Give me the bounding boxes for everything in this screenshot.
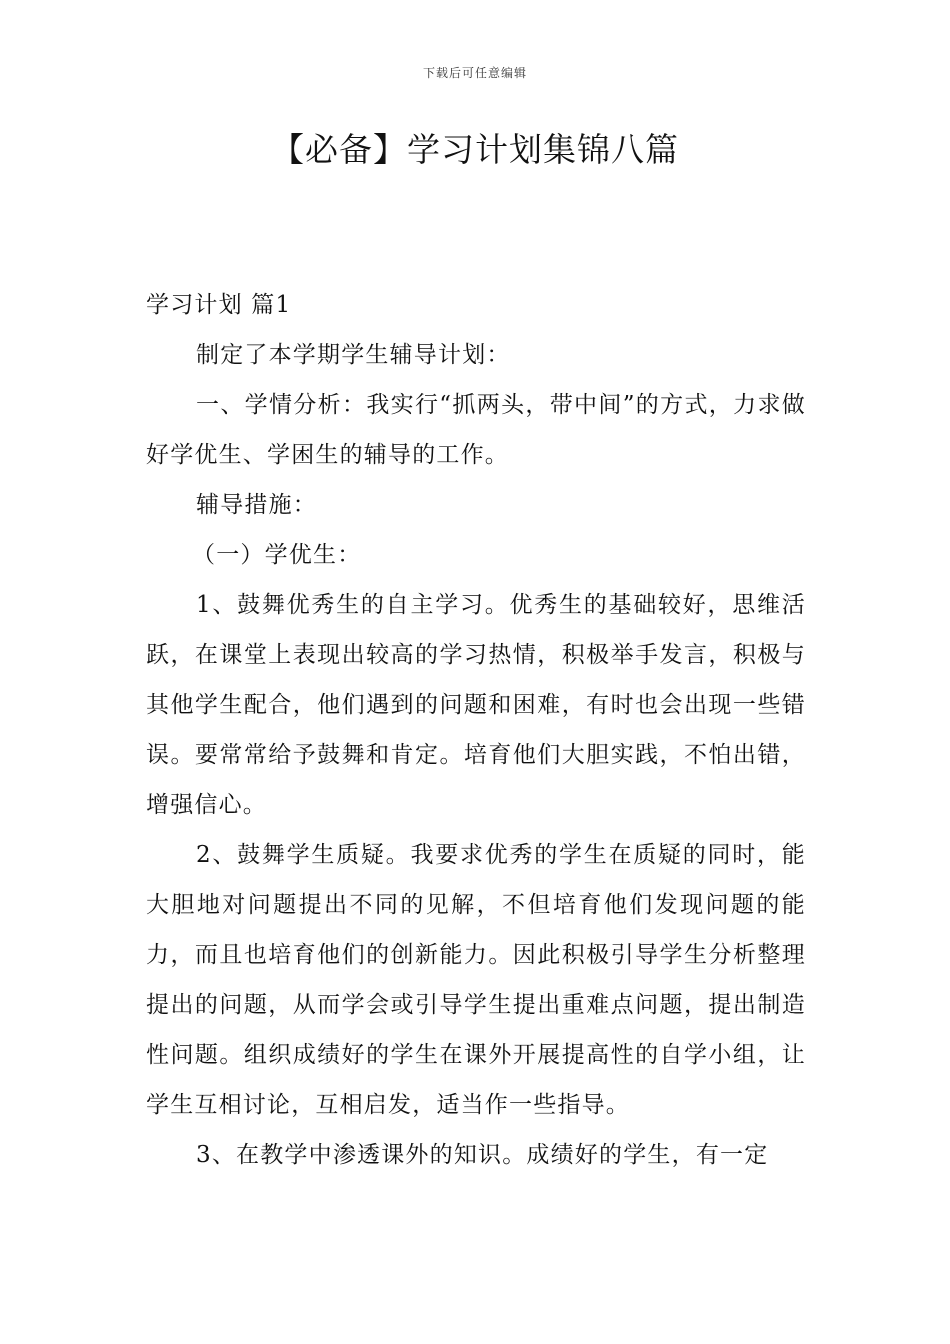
header-note: 下载后可任意编辑 xyxy=(422,66,527,80)
paragraph: 制定了本学期学生辅导计划： xyxy=(196,342,511,368)
section-heading: 学习计划 篇1 xyxy=(146,292,292,318)
document-title: 【必备】学习计划集锦八篇 xyxy=(271,130,679,169)
document-body xyxy=(146,280,806,1180)
paragraph: 一、学情分析：我实行“抓两头，带中间”的方式，力求做好学优生、学困生的辅导的工作。 xyxy=(146,392,806,468)
paragraph: 2、鼓舞学生质疑。我要求优秀的学生在质疑的同时，能大胆地对问题提出不同的见解，不但培育他们发现问题的能力，而且也培育他们的创新能力。因此积极引导学生分析整理提出的问题，从而学会或引导学生提出重难点问题，提出制造性问题。组织成绩好的学生在课外开展提高性的自学小组，让学生互相讨论，互相启发，适当作一些指导。 xyxy=(146,842,806,1118)
paragraph: （一）学优生： xyxy=(192,542,362,568)
paragraph: 3、在教学中渗透课外的知识。成绩好的学生，有一定 xyxy=(196,1142,769,1168)
paragraph: 1、鼓舞优秀生的自主学习。优秀生的基础较好，思维活跃，在课堂上表现出较高的学习热情，积极举手发言，积极与其他学生配合，他们遇到的问题和困难，有时也会出现一些错误。要常常给予鼓舞和肯定。培育他们大胆实践，不怕出错，增强信心。 xyxy=(146,592,806,818)
paragraph: 辅导措施： xyxy=(196,492,317,518)
